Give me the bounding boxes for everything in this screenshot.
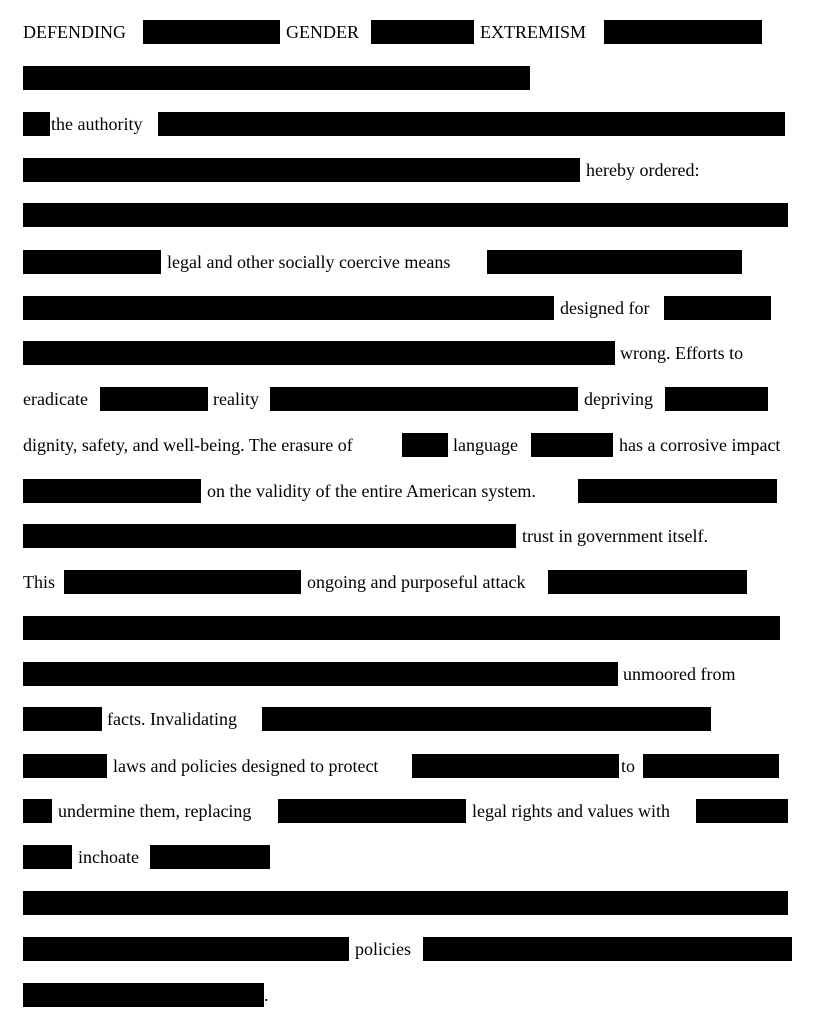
- redaction-block: [23, 250, 161, 274]
- text-segment: facts. Invalidating: [107, 709, 237, 729]
- redaction-block: [665, 387, 768, 411]
- text-line: [0, 295, 815, 321]
- text-line: [0, 157, 815, 183]
- text-segment: eradicate: [23, 389, 88, 409]
- text-line: [0, 111, 815, 137]
- redaction-block: [23, 524, 516, 548]
- redaction-block: [23, 707, 102, 731]
- text-line: [0, 432, 815, 458]
- text-line: [0, 19, 815, 45]
- text-segment: undermine them, replacing: [58, 801, 252, 821]
- redaction-block: [158, 112, 785, 136]
- redaction-block: [23, 616, 780, 640]
- redaction-block: [412, 754, 619, 778]
- redaction-block: [23, 479, 201, 503]
- text-segment: dignity, safety, and well-being. The erasure of: [23, 435, 353, 455]
- text-segment: ongoing and purposeful attack: [307, 572, 526, 592]
- text-segment: to: [621, 756, 636, 776]
- text-line: [0, 982, 815, 1008]
- redaction-block: [64, 570, 301, 594]
- text-line: [0, 340, 815, 366]
- redaction-block: [402, 433, 448, 457]
- text-line: [0, 844, 815, 870]
- text-segment: hereby ordered:: [586, 160, 700, 180]
- text-segment: the authority: [51, 114, 143, 134]
- text-segment: This: [23, 572, 56, 592]
- redaction-block: [423, 937, 792, 961]
- redaction-block: [100, 387, 208, 411]
- text-segment: unmoored from: [623, 664, 736, 684]
- text-line: [0, 65, 815, 91]
- text-segment: wrong. Efforts to: [620, 343, 744, 363]
- text-segment: legal rights and values with: [472, 801, 670, 821]
- text-line: [0, 936, 815, 962]
- text-segment: reality: [213, 389, 259, 409]
- redaction-block: [23, 112, 50, 136]
- redaction-block: [23, 203, 788, 227]
- document-title-word: EXTREMISM: [480, 22, 587, 42]
- redaction-block: [23, 296, 554, 320]
- text-segment: designed for: [560, 298, 650, 318]
- text-line: [0, 798, 815, 824]
- redaction-block: [23, 158, 580, 182]
- text-segment: policies: [355, 939, 411, 959]
- text-line: [0, 523, 815, 549]
- text-line: [0, 890, 815, 916]
- redaction-block: [23, 937, 349, 961]
- text-line: [0, 202, 815, 228]
- text-segment: on the validity of the entire American system.: [207, 481, 536, 501]
- text-line: [0, 753, 815, 779]
- text-line: [0, 615, 815, 641]
- redaction-block: [371, 20, 474, 44]
- redaction-block: [604, 20, 762, 44]
- text-segment: trust in government itself.: [522, 526, 708, 546]
- redaction-block: [578, 479, 777, 503]
- redaction-block: [278, 799, 466, 823]
- text-line: [0, 706, 815, 732]
- redaction-block: [150, 845, 270, 869]
- text-line: [0, 478, 815, 504]
- text-segment: depriving: [584, 389, 653, 409]
- redaction-block: [270, 387, 578, 411]
- document-title-word: DEFENDING: [23, 22, 126, 42]
- redaction-block: [23, 799, 52, 823]
- redaction-block: [548, 570, 747, 594]
- text-segment: laws and policies designed to protect: [113, 756, 379, 776]
- redaction-block: [487, 250, 742, 274]
- text-segment: legal and other socially coercive means: [167, 252, 451, 272]
- text-line: [0, 569, 815, 595]
- document-title-word: GENDER: [286, 22, 359, 42]
- redaction-block: [23, 983, 264, 1007]
- redaction-block: [23, 662, 618, 686]
- redaction-block: [23, 845, 72, 869]
- redaction-block: [696, 799, 788, 823]
- text-segment: language: [453, 435, 518, 455]
- text-segment: .: [264, 985, 269, 1005]
- redaction-block: [262, 707, 711, 731]
- redaction-block: [23, 341, 615, 365]
- redaction-block: [23, 66, 530, 90]
- redaction-block: [23, 891, 788, 915]
- text-line: [0, 661, 815, 687]
- text-segment: has a corrosive impact: [619, 435, 781, 455]
- text-line: [0, 249, 815, 275]
- redaction-block: [23, 754, 107, 778]
- redaction-block: [643, 754, 779, 778]
- redaction-block: [531, 433, 613, 457]
- redaction-block: [664, 296, 771, 320]
- redaction-block: [143, 20, 280, 44]
- text-segment: inchoate: [78, 847, 139, 867]
- text-line: [0, 386, 815, 412]
